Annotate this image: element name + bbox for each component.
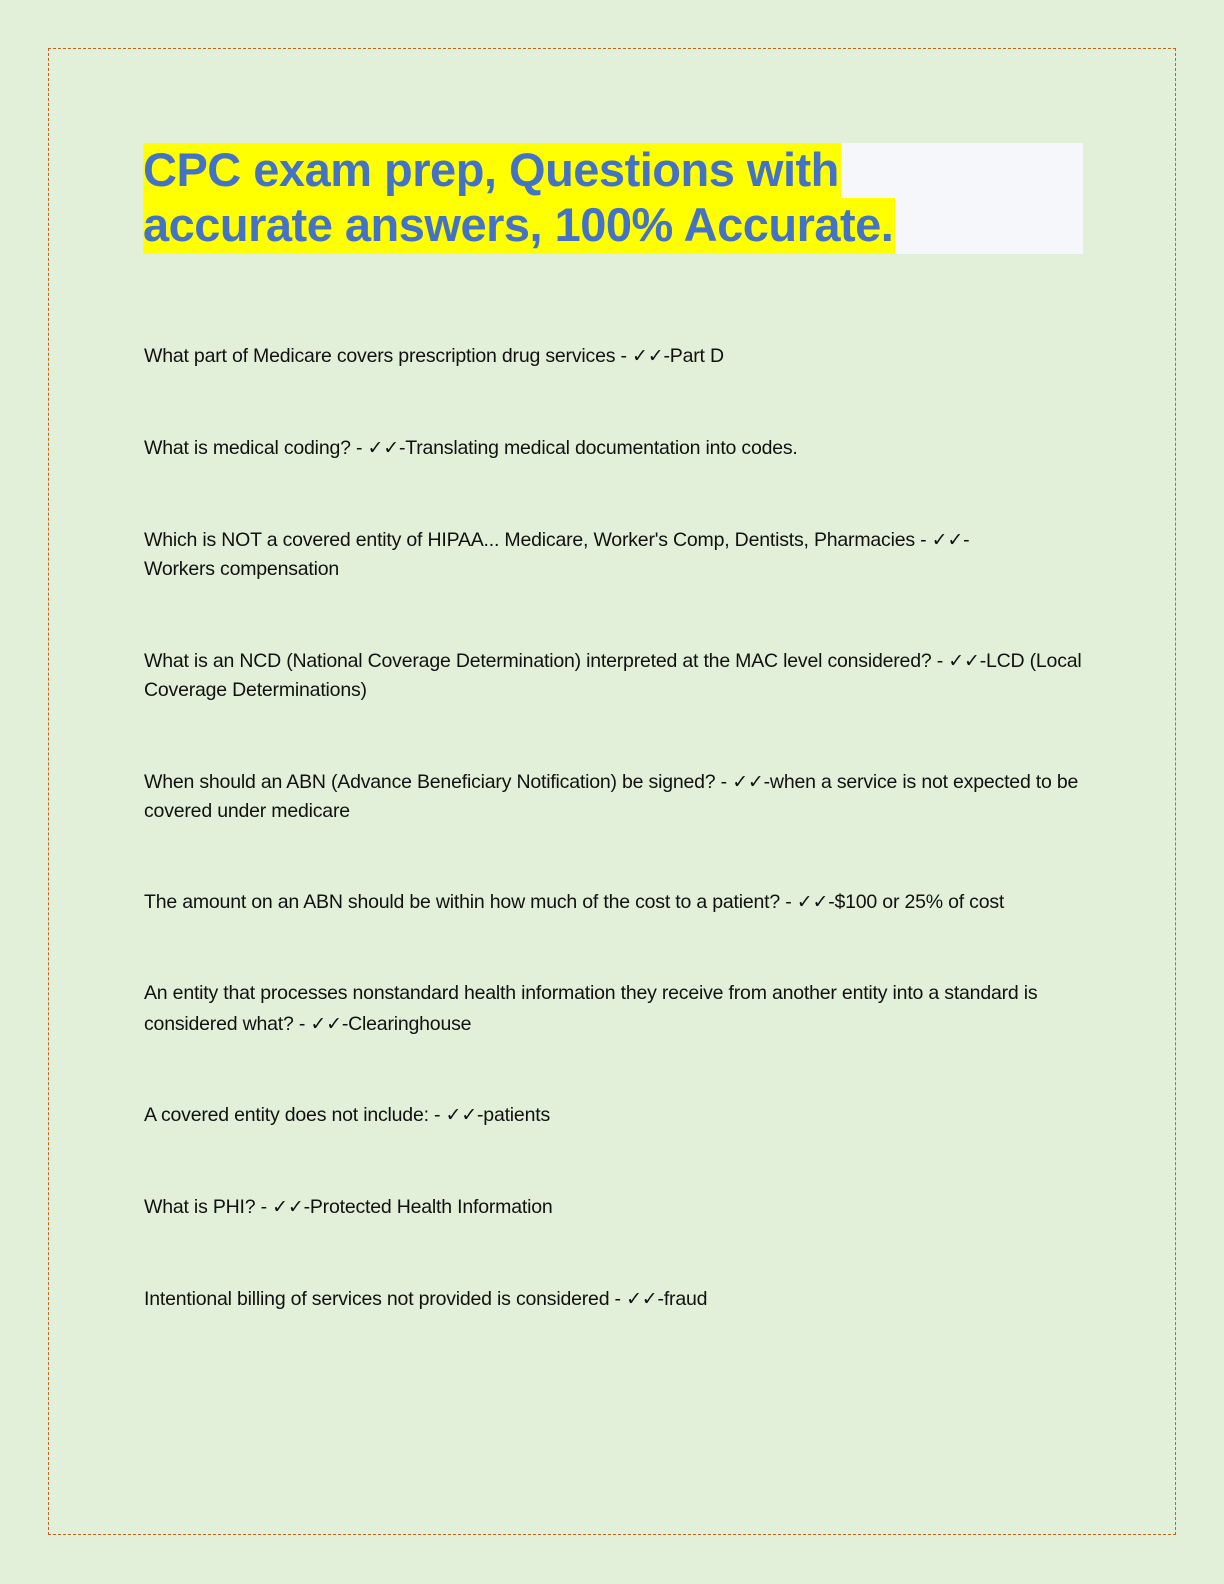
qa-item <box>144 342 1084 371</box>
answer-text: -Part D <box>663 345 724 367</box>
qa-item <box>144 434 1084 463</box>
qa-item <box>144 888 1084 917</box>
double-check-icon: ✓✓ <box>796 891 829 913</box>
qa-item <box>144 768 1084 826</box>
question-text: The amount on an ABN should be within how much of the cost to a patient? <box>144 891 781 913</box>
double-check-icon: ✓✓ <box>272 1196 304 1218</box>
separator: - <box>609 1288 627 1310</box>
qa-item <box>144 1285 1084 1314</box>
qa-item <box>144 526 1024 584</box>
double-check-icon: ✓✓ <box>632 345 664 367</box>
qa-item <box>144 1101 1084 1130</box>
qa-item <box>144 1193 1084 1222</box>
document-title <box>143 143 1083 254</box>
separator: - <box>255 1196 273 1218</box>
question-text: Which is NOT a covered entity of HIPAA... Medicare, Worker's Comp, Dentists, Pharmacies <box>144 529 915 551</box>
question-text: A covered entity does not include: <box>144 1104 429 1126</box>
separator: - <box>428 1104 446 1126</box>
question-text: What is an NCD (National Coverage Determination) interpreted at the MAC level considered? <box>144 650 932 672</box>
separator: - <box>615 345 633 367</box>
title-line-2: accurate answers, 100% Accurate. <box>143 198 895 254</box>
question-text: What is medical coding? <box>144 437 351 459</box>
question-text: Intentional billing of services not provided is considered <box>144 1288 610 1310</box>
title-line-1: CPC exam prep, Questions with <box>143 143 839 196</box>
double-check-icon: ✓✓ <box>948 650 980 672</box>
answer-text: -patients <box>477 1104 550 1126</box>
answer-text: -Translating medical documentation into codes. <box>398 437 798 459</box>
answer-text: -Protected Health Information <box>303 1196 553 1218</box>
separator: - <box>293 1013 311 1035</box>
answer-text: -when a service is not expected to be covered under medicare <box>144 771 1079 822</box>
separator: - <box>350 437 368 459</box>
question-text: What is PHI? <box>144 1196 256 1218</box>
separator: - <box>914 529 932 551</box>
qa-item <box>144 647 1084 705</box>
answer-text: -$100 or 25% of cost <box>828 891 1005 913</box>
answer-text: -Clearinghouse <box>341 1013 472 1035</box>
double-check-icon: ✓✓ <box>367 437 399 459</box>
question-text: What part of Medicare covers prescription drug services <box>144 345 616 367</box>
answer-text: -LCD (Local Coverage Determinations) <box>144 650 1082 701</box>
question-text: An entity that processes nonstandard health information they receive from another entity into a standard is considered what? <box>144 982 1038 1035</box>
double-check-icon: ✓✓ <box>626 1288 658 1310</box>
double-check-icon: ✓✓ <box>931 529 964 551</box>
question-text: When should an ABN (Advance Beneficiary Notification) be signed? <box>144 771 716 793</box>
double-check-icon: ✓✓ <box>310 1013 342 1035</box>
answer-text: -Workers compensation <box>144 529 970 580</box>
double-check-icon: ✓✓ <box>445 1104 477 1126</box>
qa-item <box>144 978 1084 1040</box>
separator: - <box>715 771 733 793</box>
double-check-icon: ✓✓ <box>732 771 764 793</box>
separator: - <box>780 891 797 913</box>
separator: - <box>931 650 949 672</box>
answer-text: -fraud <box>657 1288 708 1310</box>
